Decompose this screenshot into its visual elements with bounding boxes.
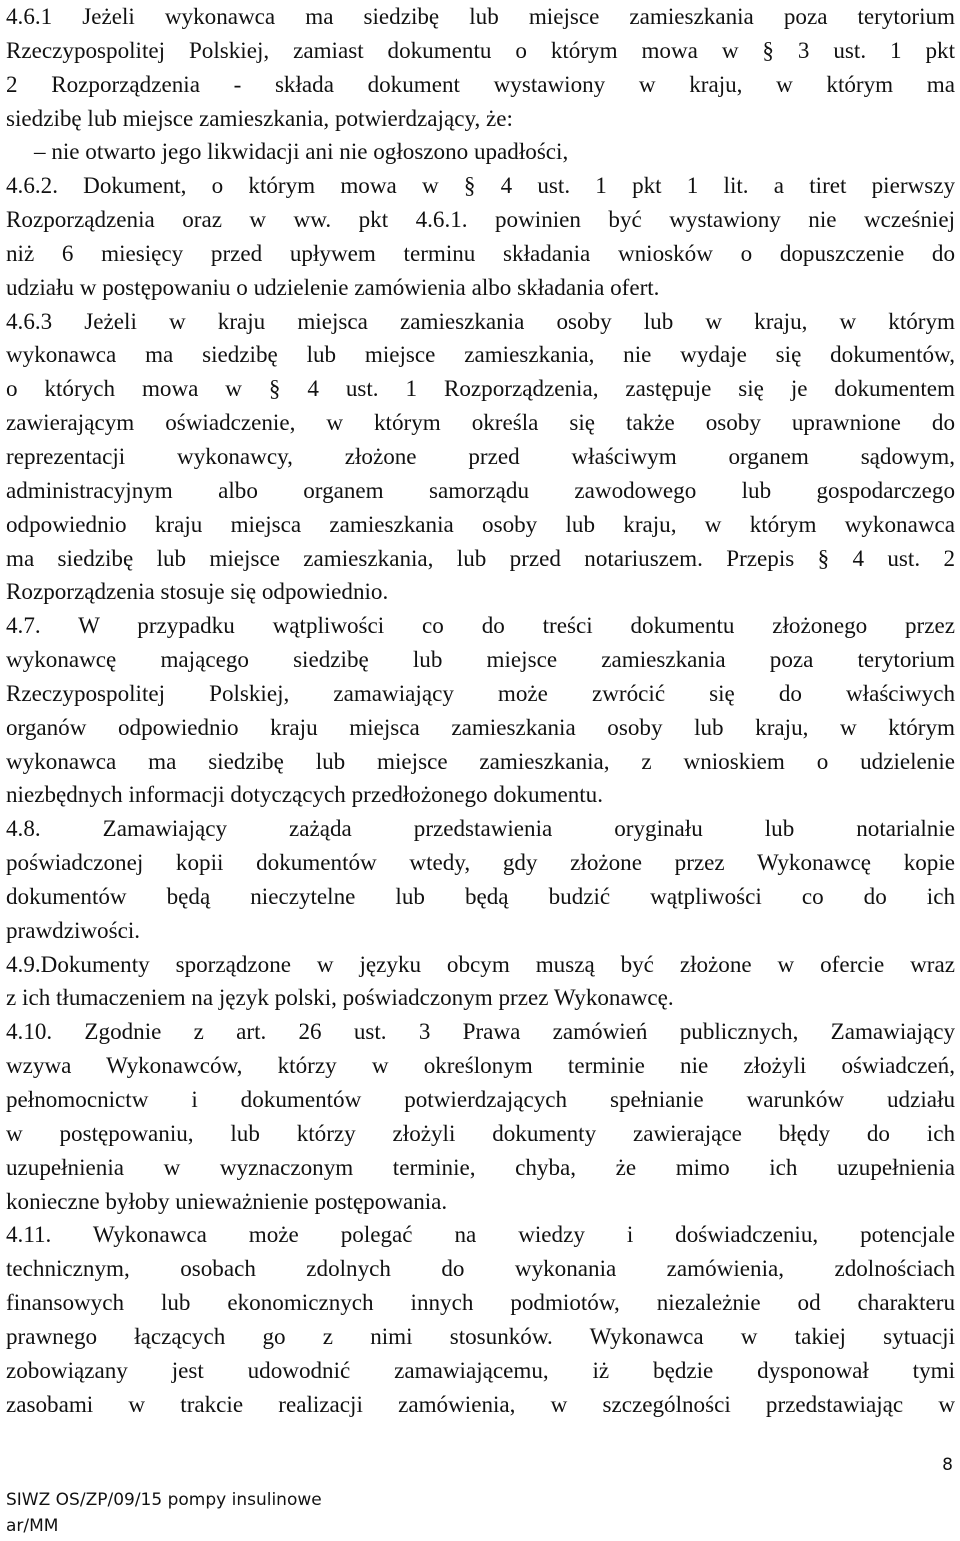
text-line: wykonawca ma siedzibę lub miejsce zamieszkania, z wnioskiem o udzielenie <box>6 747 955 774</box>
text-line: 4.10. Zgodnie z art. 26 ust. 3 Prawa zamówień publicznych, Zamawiający <box>6 1018 955 1045</box>
text-line: 4.6.1 Jeżeli wykonawca ma siedzibę lub miejsce zamieszkania poza terytorium <box>6 3 955 29</box>
page-number: 8 <box>942 1455 953 1475</box>
text-line: 4.8. Zamawiający zażąda przedstawienia oryginału lub notarialnie <box>6 815 955 842</box>
text-line: 4.6.3 Jeżeli w kraju miejsca zamieszkania osoby lub w kraju, w którym <box>6 307 955 334</box>
text-line: wykonawcę mającego siedzibę lub miejsce zamieszkania poza terytorium <box>6 646 955 673</box>
text-line: 4.11. Wykonawca może polegać na wiedzy i doświadczeniu, potencjale <box>6 1221 955 1248</box>
text-line: finansowych lub ekonomicznych innych podmiotów, niezależnie od charakteru <box>6 1289 955 1316</box>
text-line: odpowiednio kraju miejsca zamieszkania osoby lub kraju, w którym wykonawca <box>6 510 955 537</box>
text-line: prawnego łączących go z nimi stosunków. Wykonawca w takiej sytuacji <box>6 1322 955 1349</box>
text-line: – nie otwarto jego likwidacji ani nie ogłoszono upadłości, <box>34 138 569 165</box>
text-line: Rozporządzenia stosuje się odpowiednio. <box>6 578 389 605</box>
text-line: zasobami w trakcie realizacji zamówienia, w szczególności przedstawiając w <box>6 1390 955 1417</box>
footer-doc-ref-line-2: ar/MM <box>6 1516 59 1536</box>
text-line: prawdziwości. <box>6 916 141 943</box>
text-line: 4.7. W przypadku wątpliwości co do treści dokumentu złożonego przez <box>6 612 955 639</box>
text-line: wykonawca ma siedzibę lub miejsce zamieszkania, nie wydaje się dokumentów, <box>6 341 955 368</box>
text-line: w postępowaniu, lub którzy złożyli dokumenty zawierające błędy do ich <box>6 1119 955 1146</box>
text-line: Rzeczypospolitej Polskiej, zamiast dokumentu o którym mowa w § 3 ust. 1 pkt <box>6 36 955 63</box>
text-line: konieczne byłoby unieważnienie postępowania. <box>6 1187 448 1214</box>
text-line: dokumentów będą nieczytelne lub będą budzić wątpliwości co do ich <box>6 882 955 909</box>
text-line: z ich tłumaczeniem na język polski, poświadczonym przez Wykonawcę. <box>6 984 674 1011</box>
text-line: administracyjnym albo organem samorządu zawodowego lub gospodarczego <box>6 476 955 503</box>
text-line: poświadczonej kopii dokumentów wtedy, gdy złożone przez Wykonawcę kopie <box>6 849 955 876</box>
text-line: reprezentacji wykonawcy, złożone przed właściwym organem sądowym, <box>6 442 955 469</box>
text-line: pełnomocnictw i dokumentów potwierdzających spełnianie warunków udziału <box>6 1086 955 1112</box>
text-line: 4.6.2. Dokument, o którym mowa w § 4 ust. 1 pkt 1 lit. a tiret pierwszy <box>6 172 955 199</box>
text-line: ma siedzibę lub miejsce zamieszkania, lub przed notariuszem. Przepis § 4 ust. 2 <box>6 544 955 571</box>
text-line: uzupełnienia w wyznaczonym terminie, chyba, że mimo ich uzupełnienia <box>6 1153 955 1180</box>
text-line: 2 Rozporządzenia - składa dokument wystawiony w kraju, w którym ma <box>6 70 955 97</box>
text-line: o których mowa w § 4 ust. 1 Rozporządzenia, zastępuje się je dokumentem <box>6 375 955 402</box>
footer-doc-reference <box>6 1487 322 1539</box>
text-line: Rzeczypospolitej Polskiej, zamawiający może zwrócić się do właściwych <box>6 679 955 706</box>
text-line: technicznym, osobach zdolnych do wykonania zamówienia, zdolnościach <box>6 1255 955 1282</box>
page-footer <box>6 1455 955 1535</box>
text-line: Rozporządzenia oraz w ww. pkt 4.6.1. powinien być wystawiony nie wcześniej <box>6 206 955 233</box>
document-body <box>6 0 955 1421</box>
text-line: udziału w postępowaniu o udzielenie zamówienia albo składania ofert. <box>6 273 660 300</box>
text-line: zobowiązany jest udowodnić zamawiającemu, iż będzie dysponował tymi <box>6 1356 955 1383</box>
footer-doc-ref-line-1: SIWZ OS/ZP/09/15 pompy insulinowe <box>6 1490 322 1510</box>
text-line: wzywa Wykonawców, którzy w określonym terminie nie złożyli oświadczeń, <box>6 1052 955 1079</box>
text-line: organów odpowiednio kraju miejsca zamieszkania osoby lub kraju, w którym <box>6 713 955 740</box>
text-line: niż 6 miesięcy przed upływem terminu składania wniosków o dopuszczenie do <box>6 239 955 266</box>
text-line: 4.9.Dokumenty sporządzone w języku obcym muszą być złożone w ofercie wraz <box>6 950 955 977</box>
text-line: zawierającym oświadczenie, w którym określa się także osoby uprawnione do <box>6 409 955 436</box>
text-line: siedzibę lub miejsce zamieszkania, potwierdzający, że: <box>6 104 513 131</box>
text-line: niezbędnych informacji dotyczących przedłożonego dokumentu. <box>6 781 603 808</box>
